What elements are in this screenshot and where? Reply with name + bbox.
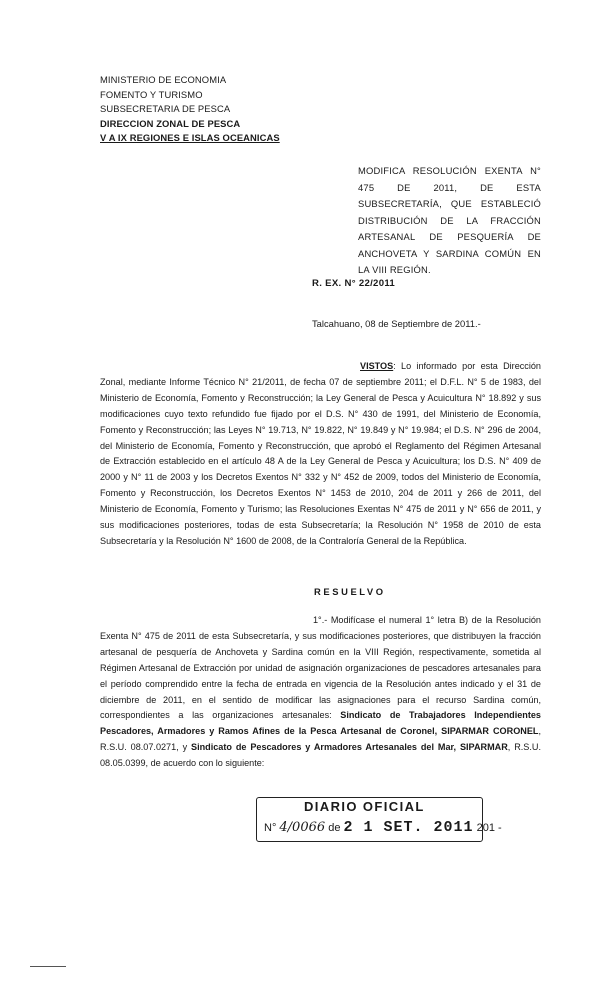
header-line-subsecretaria: SUBSECRETARIA DE PESCA: [100, 103, 231, 115]
article-1-paragraph: [100, 613, 541, 772]
resolution-subject: MODIFICA RESOLUCIÓN EXENTA N° 475 DE 2011, DE ESTA SUBSECRETARÍA, QUE ESTABLECIÓ DISTRIBUCIÓN DE LA FRACCIÓN ARTESANAL DE PESQUERÍA DE ANCHOVETA Y SARDINA COMÚN EN LA VIII REGIÓN.: [358, 165, 541, 275]
stamp-de-label: de: [328, 822, 341, 834]
article-1-bold-b: Sindicato de Pescadores y Armadores Artesanales del Mar, SIPARMAR: [191, 742, 508, 753]
vistos-paragraph: [100, 359, 541, 550]
place-date: Talcahuano, 08 de Septiembre de 2011.-: [312, 318, 481, 329]
article-1-text-a: 1°.- Modifícase el numeral 1° letra B) de la Resolución Exenta N° 475 de 2011 de esta Subsecretaría, y sus modificaciones posteriores, que distribuyen la fracción artesanal de pesquería de Anchoveta y Sardina común en la VIII Región, respectivamente, sometida al Régimen Artesanal de Extracción por unidad de asignación organizaciones de pescadores artesanales para el período comprendido entre la fecha de entrada en vigencia de la Resolución antes indicado y el 31 de diciembre de 2011, en el sentido de modificar las asignaciones para el recurso Sardina común, correspondientes a las organizaciones artesanales:: [100, 615, 541, 721]
stamp-title: DIARIO OFICIAL: [304, 799, 425, 814]
resolution-number: R. EX. N° 22/2011: [312, 278, 396, 289]
margin-line: [30, 966, 66, 967]
header-line-ministry: MINISTERIO DE ECONOMIA: [100, 74, 227, 85]
header-line-fomento: FOMENTO Y TURISMO: [100, 88, 203, 100]
stamp-year-suffix: 201 -: [476, 822, 502, 834]
ministry-header: [100, 73, 280, 146]
diario-oficial-stamp: [256, 797, 502, 842]
stamp-handwritten-number: 4/0066: [279, 820, 326, 835]
stamp-number-line: [264, 819, 502, 836]
article-1-text-c: , R.S.U. 08.05.0399, de acuerdo con lo siguiente:: [100, 742, 541, 769]
header-line-direccion: DIRECCION ZONAL DE PESCA: [100, 117, 241, 129]
vistos-lead: VISTOS: [360, 361, 394, 371]
stamp-date: 2 1 SET. 2011: [343, 819, 474, 836]
vistos-text: : Lo informado por esta Dirección Zonal, mediante Informe Técnico N° 21/2011, de fecha 07 de septiembre 2011; el D.F.L. N° 5 de 1983, del Ministerio de Economía, Fomento y Reconstrucción; la Ley General de Pesca y Acuicultura N° 18.892 y sus modificaciones cuyo texto refundido fue fijado por el D.S. N° 430 de 1991, del Ministerio de Economía, Fomento y Reconstrucción; las Leyes N° 19.713, N° 19.822, N° 19.849 y N° 19.984; el D.S. N° 296 de 2004, del Ministerio de Economía, Fomento y Reconstrucción, que aprobó el Reglamento del Régimen Artesanal de Extracción establecido en el artículo 48 A de la Ley General de Pesca y Acuicultura; los D.S. N° 409 de 2000 y N° 11 de 2003 y los Decretos Exentos N° 332 y N° 452 de 2009, todos del Ministerio de Economía, Fomento y Reconstrucción, los Decretos Exentos N° 1453 de 2010, 204 de 2011 y 266 de 2011, del Ministerio de Economía, Fomento y Turismo; las Resoluciones Exentas N° 475 de 2011 y N° 656 de 2011, y sus modificaciones posteriores, todas de esta Subsecretaría; la Resolución N° 1958 de 2010 de esta Subsecretaría y la Resolución N° 1600 de 2008, de la Contraloría General de la República.: [100, 361, 541, 546]
article-1-bold-a: Sindicato de Trabajadores Independientes Pescadores, Armadores y Ramos Afines de la Pesca Artesanal de Coronel, SIPARMAR CORONEL: [100, 710, 541, 737]
resuelvo-heading: RESUELVO: [314, 586, 386, 597]
article-1-text-b: , R.S.U. 08.07.0271, y: [100, 726, 541, 753]
header-line-regiones: V A IX REGIONES E ISLAS OCEANICAS: [100, 132, 280, 144]
stamp-num-label: N°: [264, 822, 277, 834]
